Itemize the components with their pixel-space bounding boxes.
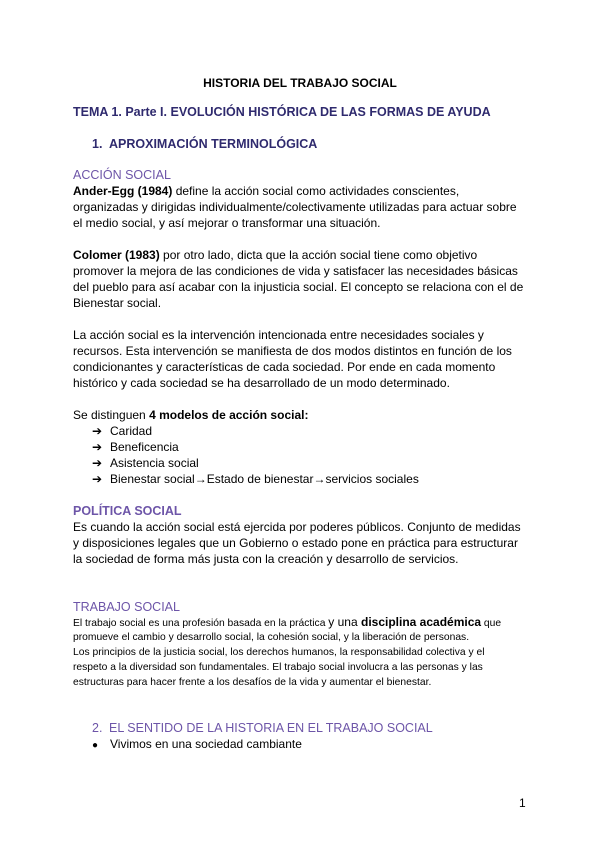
accion-p2-line1: Colomer (1983) por otro lado, dicta que la acción social tiene como objetivo <box>73 248 478 262</box>
section-2-heading <box>92 721 433 735</box>
trabajo-line4: respeto a la diversidad son fundamentales. El trabajo social involucra a las personas y las <box>73 662 483 673</box>
list-item: ➔ Asistencia social <box>92 456 199 470</box>
models-intro: Se distinguen 4 modelos de acción social: <box>73 408 309 422</box>
author-colomer: Colomer (1983) <box>73 248 160 262</box>
tema-heading: TEMA 1. Parte I. EVOLUCIÓN HISTÓRICA DE LAS FORMAS DE AYUDA <box>73 105 491 119</box>
politica-social-heading: POLÍTICA SOCIAL <box>73 504 182 518</box>
politica-line2: y disposiciones legales que un Gobierno o estado pone en práctica para estructurar <box>73 536 518 550</box>
disciplina-academica: disciplina académica <box>361 615 482 629</box>
arrow-right-icon: ➔ <box>92 424 103 438</box>
trabajo-line2: promueve el cambio y desarrollo social, la cohesión social, y la liberación de personas. <box>73 632 470 643</box>
arrow-right-icon: ➔ <box>92 440 103 454</box>
list-item: ➔ Beneficencia <box>92 440 179 454</box>
politica-line3: la sociedad de forma más justa con la creación y desarrollo de servicios. <box>73 552 459 566</box>
politica-line1: Es cuando la acción social está ejercida por poderes públicos. Conjunto de medidas <box>73 520 521 534</box>
section-1-heading <box>92 137 317 151</box>
accion-p2-line3: del pueblo para así acabar con la injusticia social. El concepto se relaciona con el de <box>73 280 524 294</box>
section-1-title: APROXIMACIÓN TERMINOLÓGICA <box>109 137 318 151</box>
accion-p2-line4: Bienestar social. <box>73 296 162 310</box>
accion-p2-line2: promover la mejora de las condiciones de vida y satisfacer las necesidades básicas <box>73 264 518 278</box>
dot-bullet-icon: ● <box>92 740 99 751</box>
arrow-right-icon: ➔ <box>92 472 103 486</box>
accion-p1-line3: el medio social, y así mejorar o transformar una situación. <box>73 216 381 230</box>
page-number: 1 <box>519 796 526 810</box>
trabajo-line1: El trabajo social es una profesión basada en la práctica y una disciplina académica que <box>73 615 502 629</box>
trabajo-social-heading: TRABAJO SOCIAL <box>73 600 180 614</box>
accion-social-heading: ACCIÓN SOCIAL <box>73 168 171 182</box>
accion-p1-line2: organizadas y dirigidas individualmente/colectivamente utilizadas para actuar sobre <box>73 200 517 214</box>
section-1-number: 1. <box>92 137 103 151</box>
list-item: ➔ Bienestar social→Estado de bienestar→servicios sociales <box>92 472 419 486</box>
trabajo-line5: estructuras para hacer frente a los desafíos de la vida y aumentar el bienestar. <box>73 677 432 688</box>
arrow-right-icon: ➔ <box>92 456 103 470</box>
list-item: ➔ Caridad <box>92 424 153 438</box>
trabajo-line3: Los principios de la justicia social, los derechos humanos, la responsabilidad colectiva y el <box>73 647 485 658</box>
accion-p1-line1: Ander-Egg (1984) define la acción social como actividades conscientes, <box>73 184 460 198</box>
list-item: ● Vivimos en una sociedad cambiante <box>92 737 302 751</box>
accion-p3-line3: condicionantes y características de cada sociedad. Por ende en cada momento <box>73 360 496 374</box>
document-title: HISTORIA DEL TRABAJO SOCIAL <box>203 76 397 90</box>
models-count: 4 modelos de acción social: <box>149 408 309 422</box>
author-ander-egg: Ander-Egg (1984) <box>73 184 173 198</box>
section-2-number: 2. <box>92 721 103 735</box>
accion-p3-line1: La acción social es la intervención intencionada entre necesidades sociales y <box>73 328 484 342</box>
section-2-title: EL SENTIDO DE LA HISTORIA EN EL TRABAJO SOCIAL <box>109 721 433 735</box>
accion-p3-line4: histórico y cada sociedad se ha desarrollado de un modo determinado. <box>73 376 450 390</box>
accion-p3-line2: recursos. Esta intervención se manifiesta de dos modos distintos en función de los <box>73 344 512 358</box>
